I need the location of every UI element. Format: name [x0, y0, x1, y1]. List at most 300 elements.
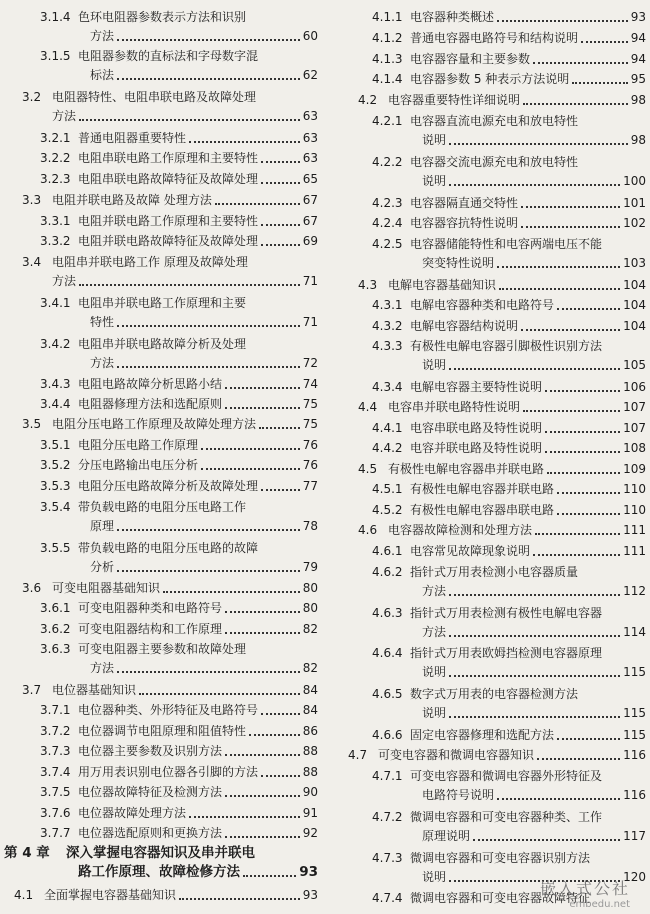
toc-entry[interactable]	[372, 70, 646, 89]
toc-entry[interactable]	[372, 501, 646, 520]
toc-entry-number: 3.5.4	[40, 500, 71, 514]
toc-entry-title: 可变电容器和微调电容器外形特征及	[410, 769, 603, 783]
toc-entry[interactable]	[40, 539, 318, 577]
toc-leader-dots	[497, 266, 620, 268]
toc-page-number: 76	[302, 438, 318, 452]
toc-entry-number: 4.7.1	[372, 769, 403, 783]
toc-entry-title: 说明	[422, 665, 447, 679]
toc-entry-number: 4.3	[358, 278, 378, 292]
toc-page-number: 63	[302, 131, 318, 145]
toc-entry-number: 4.4.1	[372, 421, 403, 435]
toc-entry[interactable]	[358, 460, 646, 479]
toc-entry[interactable]	[372, 235, 646, 273]
toc-entry-number: 4.2.2	[372, 155, 403, 169]
toc-entry-title: 电阻串联电路故障特征及故障处理	[78, 172, 259, 186]
toc-entry[interactable]	[22, 191, 318, 210]
toc-entry[interactable]	[40, 763, 318, 782]
toc-leader-dots	[521, 329, 620, 331]
toc-entry-number: 4.1.4	[372, 72, 403, 86]
toc-leader-dots	[533, 554, 620, 556]
toc-leader-dots	[261, 224, 300, 226]
toc-entry-number: 3.2.3	[40, 172, 71, 186]
toc-leader-dots	[215, 203, 300, 205]
toc-leader-dots	[117, 366, 300, 368]
toc-entry-title: 电阻器特性、电阻串联电路及故障处理	[52, 90, 257, 104]
toc-page-number: 107	[623, 400, 646, 414]
toc-entry[interactable]	[40, 232, 318, 251]
toc-entry-number: 3.5	[22, 417, 42, 431]
toc-page-number: 98	[630, 133, 646, 147]
toc-entry[interactable]	[358, 91, 646, 110]
toc-page-number: 80	[302, 601, 318, 615]
watermark-en: embedu.net	[569, 899, 630, 910]
toc-page-number: 90	[302, 785, 318, 799]
toc-entry-number: 第 4 章	[4, 845, 50, 861]
toc-entry-number: 3.6.3	[40, 642, 71, 656]
toc-entry[interactable]	[372, 542, 646, 561]
toc-entry[interactable]	[40, 722, 318, 741]
toc-page-number: 65	[302, 172, 318, 186]
toc-page-number: 91	[302, 806, 318, 820]
toc-leader-dots	[473, 839, 620, 841]
toc-page-number: 78	[302, 519, 318, 533]
toc-page-number: 110	[623, 482, 646, 496]
toc-entry-title: 电解电容器结构说明	[410, 319, 519, 333]
toc-leader-dots	[449, 716, 620, 718]
toc-entry-title: 电阻并联电路故障特征及故障处理	[78, 234, 259, 248]
toc-leader-dots	[449, 143, 628, 145]
toc-entry[interactable]	[40, 804, 318, 823]
toc-leader-dots	[537, 758, 620, 760]
toc-entry[interactable]	[22, 681, 318, 700]
toc-leader-dots	[521, 226, 620, 228]
toc-page-number: 76	[302, 458, 318, 472]
toc-entry-title: 原理	[90, 519, 115, 533]
toc-entry-title: 指针式万用表检测有极性电解电容器	[410, 606, 603, 620]
toc-page-number: 77	[302, 479, 318, 493]
watermark-cn: 嵌入式公社	[539, 879, 630, 898]
toc-entry-title: 电容器种类概述	[410, 10, 495, 24]
toc-entry[interactable]	[372, 214, 646, 233]
toc-entry-title: 说明	[422, 174, 447, 188]
toc-leader-dots	[545, 431, 620, 433]
toc-entry[interactable]	[372, 194, 646, 213]
toc-entry-title: 电路符号说明	[422, 788, 495, 802]
toc-entry-title: 电位器调节电阻原理和阻值特性	[78, 724, 247, 738]
toc-entry[interactable]	[22, 415, 318, 434]
toc-entry-title: 标法	[90, 68, 115, 82]
toc-leader-dots	[179, 898, 300, 900]
toc-leader-dots	[449, 368, 620, 370]
toc-entry[interactable]	[4, 844, 318, 882]
toc-entry[interactable]	[40, 129, 318, 148]
toc-entry[interactable]	[40, 375, 318, 394]
toc-entry-title: 分压电路输出电压分析	[78, 458, 199, 472]
toc-leader-dots	[449, 675, 620, 677]
toc-entry-title: 电位器主要参数及识别方法	[78, 744, 223, 758]
toc-entry[interactable]	[372, 317, 646, 336]
toc-entry-title: 电阻器参数的直标法和字母数字混	[78, 49, 259, 63]
toc-entry-title: 带负载电路的电阻分压电路的故障	[78, 541, 259, 555]
toc-entry-number: 3.1.4	[40, 10, 71, 24]
toc-entry-title: 电容器隔直通交特性	[410, 196, 519, 210]
toc-entry-title: 说明	[422, 706, 447, 720]
toc-leader-dots	[261, 182, 300, 184]
toc-entry[interactable]	[40, 640, 318, 678]
toc-entry[interactable]	[348, 746, 646, 765]
toc-leader-dots	[79, 119, 300, 121]
toc-page-number: 103	[623, 256, 646, 270]
toc-entry-title: 电阻并联电路工作原理和主要特性	[78, 214, 259, 228]
toc-entry-number: 4.6.1	[372, 544, 403, 558]
toc-page-number: 63	[302, 109, 318, 123]
toc-entry-number: 4.5	[358, 462, 378, 476]
toc-leader-dots	[79, 284, 300, 286]
toc-entry-title: 方法	[422, 625, 447, 639]
toc-entry[interactable]	[372, 153, 646, 191]
toc-entry[interactable]	[372, 644, 646, 682]
toc-entry-title: 可变电阻器结构和工作原理	[78, 622, 223, 636]
toc-entry-title: 分析	[90, 560, 115, 574]
toc-entry-number: 3.7.5	[40, 785, 71, 799]
toc-page-number: 60	[302, 29, 318, 43]
toc-page-number: 108	[623, 441, 646, 455]
toc-entry-title: 普通电容器电路符号和结构说明	[410, 31, 579, 45]
toc-entry[interactable]	[372, 8, 646, 27]
toc-entry[interactable]	[40, 477, 318, 496]
toc-entry-title: 说明	[422, 870, 447, 884]
toc-entry[interactable]	[40, 436, 318, 455]
toc-entry-title: 固定电容器修理和选配方法	[410, 728, 555, 742]
toc-entry-title: 电容器重要特性详细说明	[388, 93, 521, 107]
toc-leader-dots	[225, 632, 300, 634]
toc-entry-title: 深入掌握电容器知识及串并联电	[66, 845, 255, 861]
toc-entry-number: 4.3.1	[372, 298, 403, 312]
toc-entry[interactable]	[40, 701, 318, 720]
toc-leader-dots	[259, 427, 300, 429]
toc-page-number: 71	[302, 274, 318, 288]
toc-entry-number: 3.3	[22, 193, 42, 207]
toc-page-number: 69	[302, 234, 318, 248]
toc-leader-dots	[449, 594, 620, 596]
toc-entry[interactable]	[358, 276, 646, 295]
toc-leader-dots	[523, 410, 620, 412]
toc-page-number: 110	[623, 503, 646, 517]
toc-leader-dots	[201, 448, 300, 450]
toc-entry-title: 电容串联电路及特性说明	[410, 421, 543, 435]
toc-entry-title: 电容常见故障现象说明	[410, 544, 531, 558]
toc-leader-dots	[572, 82, 627, 84]
toc-page-number: 111	[623, 544, 646, 558]
toc-entry-title: 可变电阻器基础知识	[52, 581, 161, 595]
toc-entry[interactable]	[372, 419, 646, 438]
toc-leader-dots	[521, 206, 620, 208]
toc-leader-dots	[163, 591, 300, 593]
toc-entry-title: 电阻分压电路故障分析及故障处理	[78, 479, 259, 493]
toc-page-number: 84	[302, 683, 318, 697]
toc-entry-title: 特性	[90, 315, 115, 329]
toc-entry-title: 微调电容器和可变电容器种类、工作	[410, 810, 603, 824]
toc-entry-number: 3.5.2	[40, 458, 71, 472]
toc-entry-number: 4.6.6	[372, 728, 403, 742]
toc-entry[interactable]	[40, 620, 318, 639]
toc-entry-title: 数字式万用表的电容器检测方法	[410, 687, 579, 701]
toc-entry-title: 电容器参数 5 种表示方法说明	[410, 72, 570, 86]
toc-entry-title: 电位器选配原则和更换方法	[78, 826, 223, 840]
toc-page-number: 115	[623, 665, 646, 679]
toc-entry-title: 说明	[422, 358, 447, 372]
toc-page-number: 74	[302, 377, 318, 391]
toc-entry[interactable]	[372, 604, 646, 642]
toc-leader-dots	[547, 472, 620, 474]
toc-entry[interactable]	[372, 808, 646, 846]
toc-leader-dots	[449, 635, 620, 637]
toc-leader-dots	[545, 451, 620, 453]
toc-entry-number: 3.7.2	[40, 724, 71, 738]
toc-entry[interactable]	[40, 456, 318, 475]
toc-entry[interactable]	[372, 50, 646, 69]
toc-entry-number: 4.6.3	[372, 606, 403, 620]
toc-page-number: 105	[623, 358, 646, 372]
toc-entry[interactable]	[22, 579, 318, 598]
toc-entry-number: 3.6.2	[40, 622, 71, 636]
toc-entry-title: 可变电容器和微调电容器知识	[378, 748, 535, 762]
toc-entry-title: 电位器故障特征及检测方法	[78, 785, 223, 799]
toc-leader-dots	[117, 671, 300, 673]
toc-entry[interactable]	[372, 337, 646, 375]
toc-page-number: 104	[623, 278, 646, 292]
toc-entry-number: 4.7.2	[372, 810, 403, 824]
toc-leader-dots	[557, 513, 620, 515]
toc-entry-title: 电容并联电路及特性说明	[410, 441, 543, 455]
toc-page-number: 67	[302, 214, 318, 228]
toc-entry[interactable]	[40, 170, 318, 189]
toc-leader-dots	[117, 39, 300, 41]
toc-entry-title: 电阻分压电路工作原理及故障处理方法	[52, 417, 257, 431]
toc-leader-dots	[117, 78, 300, 80]
toc-entry-number: 3.7.3	[40, 744, 71, 758]
toc-entry-number: 4.5.1	[372, 482, 403, 496]
toc-entry-number: 3.7	[22, 683, 42, 697]
toc-entry-title: 可变电阻器种类和电路符号	[78, 601, 223, 615]
toc-entry-number: 4.4.2	[372, 441, 403, 455]
toc-entry-title: 方法	[90, 29, 115, 43]
toc-page-number: 120	[623, 870, 646, 884]
toc-entry-number: 3.5.3	[40, 479, 71, 493]
toc-entry[interactable]	[40, 742, 318, 761]
toc-entry[interactable]	[372, 726, 646, 745]
toc-leader-dots	[117, 570, 300, 572]
toc-entry[interactable]	[372, 296, 646, 315]
toc-entry-number: 4.1.1	[372, 10, 403, 24]
toc-entry-title: 用万用表识别电位器各引脚的方法	[78, 765, 259, 779]
toc-page-number: 75	[302, 417, 318, 431]
toc-page-number: 104	[623, 298, 646, 312]
toc-entry-title: 有极性电解电容器串并联电路	[388, 462, 545, 476]
toc-entry[interactable]	[40, 395, 318, 414]
toc-entry-title: 带负载电路的电阻分压电路工作	[78, 500, 247, 514]
toc-leader-dots	[117, 529, 300, 531]
toc-entry-number: 4.7	[348, 748, 368, 762]
toc-entry-title: 可变电阻器主要参数和故障处理	[78, 642, 247, 656]
toc-leader-dots	[261, 775, 300, 777]
toc-entry-number: 3.7.1	[40, 703, 71, 717]
toc-entry-title: 电阻串并联电路工作 原理及故障处理	[52, 255, 248, 269]
toc-entry[interactable]	[372, 112, 646, 150]
toc-entry[interactable]	[40, 498, 318, 536]
toc-entry[interactable]	[40, 783, 318, 802]
toc-entry-number: 3.4.1	[40, 296, 71, 310]
toc-page-number: 84	[302, 703, 318, 717]
toc-entry[interactable]	[372, 439, 646, 458]
toc-entry[interactable]	[372, 767, 646, 805]
toc-entry-number: 4.6.2	[372, 565, 403, 579]
toc-page-number: 79	[302, 560, 318, 574]
toc-entry-title: 原理说明	[422, 829, 471, 843]
site-watermark	[540, 876, 630, 910]
toc-entry-number: 3.2.2	[40, 151, 71, 165]
toc-leader-dots	[243, 875, 296, 877]
toc-entry-number: 4.2.5	[372, 237, 403, 251]
toc-entry[interactable]	[40, 335, 318, 373]
toc-entry-title: 有极性电解电容器并联电路	[410, 482, 555, 496]
toc-leader-dots	[533, 62, 628, 64]
toc-page-number: 72	[302, 356, 318, 370]
toc-entry-title: 电容器储能特性和电容两端电压不能	[410, 237, 603, 251]
toc-entry-title: 电阻串并联电路故障分析及处理	[78, 337, 247, 351]
toc-page-number: 94	[630, 31, 646, 45]
toc-entry-number: 4.2.1	[372, 114, 403, 128]
toc-page-number: 67	[302, 193, 318, 207]
toc-entry-title: 微调电容器和可变电容器故障特征	[410, 891, 591, 905]
toc-entry-title: 电阻串并联电路工作原理和主要	[78, 296, 247, 310]
toc-entry-number: 3.4	[22, 255, 42, 269]
toc-entry-title: 方法	[422, 584, 447, 598]
toc-leader-dots	[249, 734, 300, 736]
toc-entry-title: 电阻器修理方法和选配原则	[78, 397, 223, 411]
toc-page-number: 94	[630, 52, 646, 66]
toc-entry-number: 4.2.3	[372, 196, 403, 210]
toc-entry-title: 有极性电解电容器引脚极性识别方法	[410, 339, 603, 353]
toc-page-number: 100	[623, 174, 646, 188]
toc-page-number: 115	[623, 728, 646, 742]
toc-entry-number: 4.1.2	[372, 31, 403, 45]
toc-page-number: 101	[623, 196, 646, 210]
toc-entry-number: 4.4	[358, 400, 378, 414]
toc-leader-dots	[117, 325, 300, 327]
toc-entry[interactable]	[40, 212, 318, 231]
toc-entry-title: 电容器容抗特性说明	[410, 216, 519, 230]
toc-page-number: 111	[623, 523, 646, 537]
toc-entry-title: 方法	[90, 356, 115, 370]
toc-leader-dots	[225, 407, 300, 409]
toc-entry-title: 电阻串联电路工作原理和主要特性	[78, 151, 259, 165]
toc-entry[interactable]	[372, 563, 646, 601]
toc-leader-dots	[523, 103, 628, 105]
toc-entry-title: 电容器容量和主要参数	[410, 52, 531, 66]
toc-leader-dots	[557, 492, 620, 494]
toc-entry-number: 3.7.4	[40, 765, 71, 779]
toc-entry[interactable]	[358, 398, 646, 417]
toc-entry[interactable]	[372, 685, 646, 723]
toc-page-number: 106	[623, 380, 646, 394]
toc-entry-number: 4.3.2	[372, 319, 403, 333]
toc-entry-title: 电阻并联电路及故障 处理方法	[52, 193, 212, 207]
toc-entry-number: 4.5.2	[372, 503, 403, 517]
toc-leader-dots	[139, 693, 300, 695]
toc-page-number: 93	[299, 864, 318, 880]
toc-leader-dots	[225, 611, 300, 613]
toc-entry-number: 3.5.1	[40, 438, 71, 452]
toc-page-number: 102	[623, 216, 646, 230]
toc-entry-title: 电容器交流电源充电和放电特性	[410, 155, 579, 169]
toc-leader-dots	[535, 533, 620, 535]
toc-entry-title: 路工作原理、故障检修方法	[78, 864, 240, 880]
toc-leader-dots	[189, 141, 300, 143]
toc-entry[interactable]	[40, 47, 318, 85]
toc-entry-number: 3.1.5	[40, 49, 71, 63]
toc-entry[interactable]	[40, 8, 318, 46]
toc-entry-number: 3.7.6	[40, 806, 71, 820]
toc-entry-number: 4.7.4	[372, 891, 403, 905]
toc-leader-dots	[225, 795, 300, 797]
toc-page-number: 117	[623, 829, 646, 843]
toc-page-number: 115	[623, 706, 646, 720]
toc-entry-number: 4.1.3	[372, 52, 403, 66]
toc-entry-number: 3.7.7	[40, 826, 71, 840]
toc-leader-dots	[497, 798, 620, 800]
toc-leader-dots	[449, 184, 620, 186]
toc-entry[interactable]	[372, 29, 646, 48]
toc-entry[interactable]	[40, 824, 318, 843]
toc-entry[interactable]	[358, 521, 646, 540]
toc-entry[interactable]	[372, 378, 646, 397]
toc-entry[interactable]	[14, 886, 318, 905]
toc-entry[interactable]	[22, 88, 318, 126]
toc-entry[interactable]	[22, 253, 318, 291]
toc-entry-number: 4.3.3	[372, 339, 403, 353]
toc-entry[interactable]	[40, 599, 318, 618]
toc-entry-title: 电阻分压电路工作原理	[78, 438, 199, 452]
toc-leader-dots	[201, 468, 300, 470]
toc-leader-dots	[189, 816, 300, 818]
toc-entry-number: 3.4.4	[40, 397, 71, 411]
toc-entry-title: 指针式万用表检测小电容器质量	[410, 565, 579, 579]
toc-entry-title: 电位器种类、外形特征及电路符号	[78, 703, 259, 717]
toc-page-number: 82	[302, 661, 318, 675]
toc-entry-title: 微调电容器和可变电容器识别方法	[410, 851, 591, 865]
toc-entry-number: 3.5.5	[40, 541, 71, 555]
toc-page-number: 107	[623, 421, 646, 435]
toc-entry-number: 4.7.3	[372, 851, 403, 865]
toc-entry-title: 电解电容器主要特性说明	[410, 380, 543, 394]
toc-page-number: 71	[302, 315, 318, 329]
toc-entry-number: 3.6.1	[40, 601, 71, 615]
toc-entry-number: 3.4.3	[40, 377, 71, 391]
toc-entry[interactable]	[40, 149, 318, 168]
toc-entry-title: 电解电容器种类和电路符号	[410, 298, 555, 312]
toc-page-number: 116	[623, 788, 646, 802]
toc-entry[interactable]	[40, 294, 318, 332]
toc-page-number: 93	[630, 10, 646, 24]
toc-entry-title: 电解电容器基础知识	[388, 278, 497, 292]
toc-page-number: 88	[302, 744, 318, 758]
toc-entry-title: 方法	[90, 661, 115, 675]
toc-page-number: 98	[630, 93, 646, 107]
toc-page-number: 109	[623, 462, 646, 476]
toc-entry[interactable]	[372, 480, 646, 499]
toc-entry-number: 3.2.1	[40, 131, 71, 145]
